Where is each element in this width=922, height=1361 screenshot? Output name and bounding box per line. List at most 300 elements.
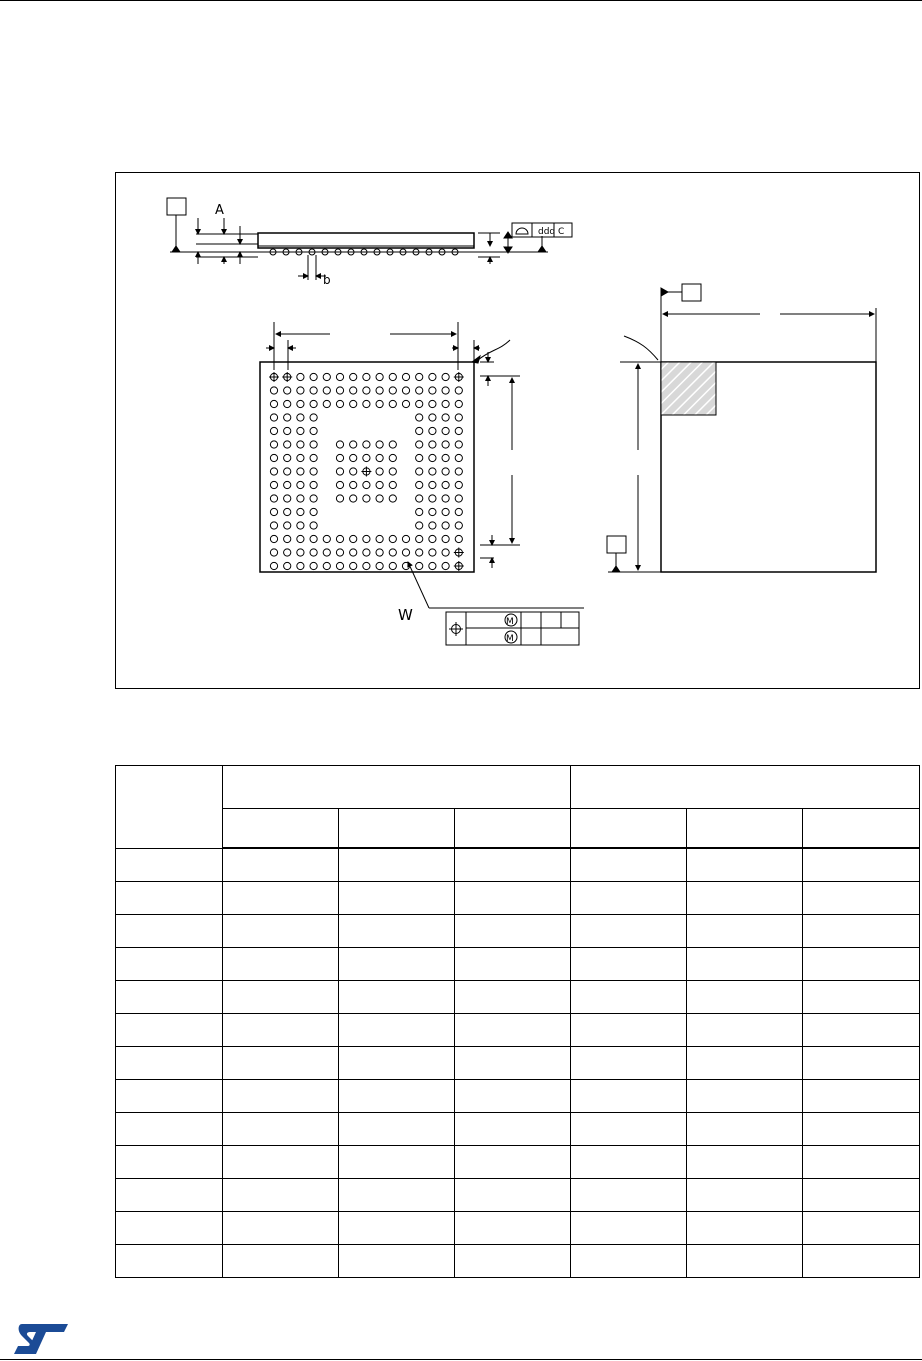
table-cell	[116, 1113, 223, 1146]
solder-ball	[310, 427, 317, 434]
table-cell	[571, 981, 687, 1014]
table-cell	[223, 948, 339, 981]
solder-ball	[389, 562, 396, 569]
solder-ball	[455, 508, 462, 515]
table-cell	[116, 1212, 223, 1245]
subheader-min-in	[571, 809, 687, 849]
mmc-modifier-1: M	[506, 617, 514, 627]
solder-ball	[323, 549, 330, 556]
table-cell	[803, 1245, 920, 1278]
table-cell	[223, 1146, 339, 1179]
table-cell	[223, 1014, 339, 1047]
solder-ball	[270, 387, 277, 394]
solder-ball	[376, 387, 383, 394]
solder-ball	[376, 549, 383, 556]
solder-ball	[376, 400, 383, 407]
solder-ball	[376, 495, 383, 502]
subheader-max-mm	[455, 809, 571, 849]
table-row	[116, 848, 920, 882]
table-cell	[687, 1212, 803, 1245]
solder-ball	[416, 441, 423, 448]
solder-ball	[270, 495, 277, 502]
solder-ball	[429, 454, 436, 461]
solder-ball	[429, 562, 436, 569]
solder-ball	[442, 481, 449, 488]
top-view	[607, 284, 876, 572]
solder-ball	[284, 468, 291, 475]
solder-ball	[442, 562, 449, 569]
table-cell	[116, 882, 223, 915]
solder-ball	[416, 508, 423, 515]
solder-ball	[310, 495, 317, 502]
solder-ball	[376, 562, 383, 569]
solder-ball	[429, 481, 436, 488]
solder-ball	[455, 400, 462, 407]
solder-ball	[310, 549, 317, 556]
table-row	[116, 981, 920, 1014]
solder-ball	[350, 441, 357, 448]
solder-ball	[297, 481, 304, 488]
solder-ball	[310, 441, 317, 448]
solder-ball	[389, 441, 396, 448]
solder-ball	[270, 468, 277, 475]
table-cell	[687, 915, 803, 948]
table-cell	[803, 948, 920, 981]
table-cell	[687, 882, 803, 915]
table-cell	[339, 882, 455, 915]
solder-ball	[416, 400, 423, 407]
solder-ball	[284, 562, 291, 569]
table-cell	[116, 981, 223, 1014]
solder-ball	[389, 481, 396, 488]
solder-ball	[310, 387, 317, 394]
solder-ball	[284, 549, 291, 556]
table-row	[116, 882, 920, 915]
solder-ball	[297, 495, 304, 502]
solder-ball	[336, 495, 343, 502]
solder-ball	[455, 468, 462, 475]
solder-ball	[416, 481, 423, 488]
solder-ball	[416, 373, 423, 380]
dim-label-b: b	[323, 273, 331, 287]
solder-ball	[429, 414, 436, 421]
solder-ball	[297, 373, 304, 380]
solder-ball	[310, 400, 317, 407]
table-cell	[116, 1245, 223, 1278]
solder-ball	[310, 454, 317, 461]
header-millimeters	[223, 766, 571, 809]
table-cell	[339, 1146, 455, 1179]
solder-ball	[442, 495, 449, 502]
solder-ball	[336, 387, 343, 394]
dimension-table	[115, 765, 920, 1278]
solder-ball	[363, 495, 370, 502]
footer-rule	[0, 1359, 922, 1360]
solder-ball	[350, 373, 357, 380]
solder-ball	[455, 441, 462, 448]
solder-ball	[270, 549, 277, 556]
header-inches	[571, 766, 920, 809]
table-row	[116, 915, 920, 948]
solder-ball	[270, 427, 277, 434]
solder-ball	[402, 549, 409, 556]
solder-ball	[297, 414, 304, 421]
solder-ball	[336, 441, 343, 448]
table-cell	[339, 948, 455, 981]
solder-ball	[455, 535, 462, 542]
table-cell	[803, 1080, 920, 1113]
solder-ball	[350, 400, 357, 407]
solder-ball	[310, 522, 317, 529]
table-row	[116, 1212, 920, 1245]
solder-ball	[416, 522, 423, 529]
solder-ball	[336, 454, 343, 461]
solder-ball	[429, 549, 436, 556]
solder-ball	[376, 481, 383, 488]
solder-ball	[363, 481, 370, 488]
table-header-row	[116, 766, 920, 809]
solder-ball	[442, 387, 449, 394]
solder-ball	[455, 495, 462, 502]
table-subheader-row	[116, 809, 920, 849]
solder-ball	[310, 468, 317, 475]
table-cell	[571, 948, 687, 981]
solder-ball	[270, 441, 277, 448]
table-cell	[687, 1047, 803, 1080]
table-cell	[455, 1047, 571, 1080]
solder-ball	[416, 549, 423, 556]
table-cell	[687, 1179, 803, 1212]
table-cell	[223, 1080, 339, 1113]
table-cell	[455, 948, 571, 981]
solder-ball	[284, 522, 291, 529]
side-view	[167, 198, 572, 280]
table-row	[116, 1146, 920, 1179]
solder-ball	[455, 387, 462, 394]
solder-ball	[284, 454, 291, 461]
table-row	[116, 948, 920, 981]
solder-ball	[350, 387, 357, 394]
solder-ball	[297, 522, 304, 529]
mmc-modifier-2: M	[506, 634, 514, 644]
table-cell	[803, 981, 920, 1014]
solder-ball	[297, 468, 304, 475]
solder-ball	[336, 549, 343, 556]
solder-ball	[336, 535, 343, 542]
subheader-min-mm	[223, 809, 339, 849]
tolerance-ddd: ddd	[538, 227, 556, 237]
table-cell	[339, 1245, 455, 1278]
solder-ball	[350, 562, 357, 569]
table-row	[116, 1179, 920, 1212]
solder-ball	[336, 481, 343, 488]
table-cell	[571, 848, 687, 882]
solder-ball	[455, 414, 462, 421]
solder-ball	[376, 441, 383, 448]
table-cell	[455, 915, 571, 948]
table-cell	[803, 1014, 920, 1047]
solder-ball	[323, 387, 330, 394]
table-cell	[687, 1146, 803, 1179]
solder-ball	[297, 549, 304, 556]
solder-ball	[336, 562, 343, 569]
solder-ball	[323, 400, 330, 407]
solder-ball	[442, 441, 449, 448]
table-row	[116, 1047, 920, 1080]
solder-ball	[442, 522, 449, 529]
solder-ball	[363, 373, 370, 380]
subheader-typ-mm	[339, 809, 455, 849]
table-cell	[455, 1146, 571, 1179]
solder-ball	[402, 373, 409, 380]
table-cell	[571, 1014, 687, 1047]
table-cell	[455, 1080, 571, 1113]
solder-ball	[455, 522, 462, 529]
table-cell	[116, 848, 223, 882]
solder-ball	[389, 387, 396, 394]
table-cell	[339, 848, 455, 882]
table-cell	[803, 882, 920, 915]
solder-ball	[429, 400, 436, 407]
table-cell	[803, 1212, 920, 1245]
table-row	[116, 1113, 920, 1146]
solder-ball	[350, 495, 357, 502]
table-cell	[223, 981, 339, 1014]
solder-ball	[389, 495, 396, 502]
table-cell	[687, 1113, 803, 1146]
table-cell	[223, 1245, 339, 1278]
ball-array	[269, 372, 464, 571]
table-cell	[116, 948, 223, 981]
solder-ball	[310, 481, 317, 488]
table-cell	[571, 1113, 687, 1146]
solder-ball	[429, 427, 436, 434]
solder-ball	[284, 535, 291, 542]
solder-ball	[336, 468, 343, 475]
table-cell	[116, 1080, 223, 1113]
table-body	[116, 848, 920, 1278]
header-symbol	[116, 766, 223, 849]
table-cell	[687, 848, 803, 882]
table-cell	[223, 915, 339, 948]
solder-ball	[376, 454, 383, 461]
tolerance-datum-c: C	[558, 227, 565, 237]
table-cell	[339, 1113, 455, 1146]
table-cell	[339, 1080, 455, 1113]
solder-ball	[284, 427, 291, 434]
solder-ball	[389, 400, 396, 407]
solder-ball	[310, 535, 317, 542]
table-cell	[571, 915, 687, 948]
solder-ball	[284, 414, 291, 421]
solder-ball	[442, 454, 449, 461]
solder-ball	[350, 535, 357, 542]
solder-ball	[350, 468, 357, 475]
solder-ball	[284, 441, 291, 448]
solder-ball	[297, 387, 304, 394]
table-cell	[803, 848, 920, 882]
solder-ball	[297, 508, 304, 515]
solder-ball	[270, 400, 277, 407]
solder-ball	[389, 454, 396, 461]
solder-ball	[297, 562, 304, 569]
solder-ball	[363, 535, 370, 542]
solder-ball	[389, 373, 396, 380]
solder-ball	[284, 495, 291, 502]
solder-ball	[363, 400, 370, 407]
table-cell	[116, 1014, 223, 1047]
solder-ball	[429, 387, 436, 394]
solder-ball	[270, 508, 277, 515]
table-cell	[687, 948, 803, 981]
solder-ball	[429, 468, 436, 475]
solder-ball	[270, 481, 277, 488]
solder-ball	[416, 414, 423, 421]
subheader-typ-in	[687, 809, 803, 849]
solder-ball	[416, 468, 423, 475]
solder-ball	[336, 373, 343, 380]
table-cell	[455, 1179, 571, 1212]
datum-box-top	[682, 284, 701, 301]
solder-ball	[270, 535, 277, 542]
solder-ball	[442, 535, 449, 542]
table-cell	[455, 981, 571, 1014]
solder-ball	[270, 454, 277, 461]
table-cell	[455, 1212, 571, 1245]
table-cell	[339, 1014, 455, 1047]
table-cell	[803, 1179, 920, 1212]
solder-ball	[350, 549, 357, 556]
solder-ball	[389, 535, 396, 542]
solder-ball	[336, 400, 343, 407]
solder-ball	[416, 495, 423, 502]
table-cell	[687, 1014, 803, 1047]
table-cell	[455, 882, 571, 915]
solder-ball	[402, 535, 409, 542]
table-cell	[116, 1179, 223, 1212]
solder-ball	[270, 414, 277, 421]
table-row	[116, 1080, 920, 1113]
solder-ball	[284, 481, 291, 488]
table-cell	[803, 1146, 920, 1179]
solder-ball	[363, 441, 370, 448]
table-cell	[339, 1179, 455, 1212]
solder-ball	[416, 454, 423, 461]
table-cell	[455, 1245, 571, 1278]
pin1-index-area	[661, 362, 716, 415]
table-cell	[339, 1212, 455, 1245]
dim-label-a: A	[215, 203, 224, 218]
st-logo-icon	[12, 1322, 70, 1356]
solder-ball	[455, 427, 462, 434]
table-cell	[803, 1047, 920, 1080]
solder-ball	[363, 549, 370, 556]
solder-ball	[416, 562, 423, 569]
table-cell	[687, 981, 803, 1014]
solder-ball	[363, 562, 370, 569]
solder-ball	[376, 535, 383, 542]
bottom-view	[260, 322, 584, 645]
table-cell	[339, 981, 455, 1014]
table-cell	[223, 882, 339, 915]
table-cell	[687, 1245, 803, 1278]
solder-ball	[376, 373, 383, 380]
table-cell	[687, 1080, 803, 1113]
table-cell	[571, 1179, 687, 1212]
solder-ball	[389, 549, 396, 556]
table-cell	[223, 848, 339, 882]
solder-ball	[402, 400, 409, 407]
solder-ball	[323, 373, 330, 380]
solder-ball	[270, 562, 277, 569]
table-cell	[339, 915, 455, 948]
solder-ball	[429, 373, 436, 380]
solder-ball	[310, 508, 317, 515]
solder-ball	[442, 427, 449, 434]
solder-ball	[429, 508, 436, 515]
solder-ball	[284, 387, 291, 394]
solder-ball	[350, 481, 357, 488]
table-cell	[571, 1047, 687, 1080]
table-cell	[116, 1047, 223, 1080]
solder-ball	[284, 508, 291, 515]
solder-ball	[455, 481, 462, 488]
table-cell	[571, 1212, 687, 1245]
solder-ball	[284, 400, 291, 407]
table-cell	[223, 1212, 339, 1245]
solder-ball	[402, 387, 409, 394]
solder-ball	[297, 427, 304, 434]
table-cell	[116, 915, 223, 948]
solder-ball	[350, 454, 357, 461]
table-cell	[223, 1047, 339, 1080]
solder-ball	[310, 414, 317, 421]
solder-ball	[297, 454, 304, 461]
solder-ball	[442, 373, 449, 380]
table-cell	[223, 1113, 339, 1146]
table-cell	[116, 1146, 223, 1179]
solder-ball	[297, 535, 304, 542]
solder-ball	[416, 427, 423, 434]
label-w: W	[398, 606, 413, 624]
solder-ball	[429, 495, 436, 502]
table-cell	[571, 1245, 687, 1278]
solder-ball	[442, 414, 449, 421]
solder-ball	[297, 400, 304, 407]
datum-box-left	[607, 536, 626, 553]
solder-ball	[297, 441, 304, 448]
solder-ball	[376, 468, 383, 475]
table-cell	[455, 848, 571, 882]
solder-ball	[429, 441, 436, 448]
solder-ball	[455, 454, 462, 461]
solder-ball	[442, 549, 449, 556]
solder-ball	[270, 522, 277, 529]
solder-ball	[442, 508, 449, 515]
table-cell	[455, 1014, 571, 1047]
table-cell	[223, 1179, 339, 1212]
solder-ball	[323, 535, 330, 542]
table-cell	[571, 1146, 687, 1179]
table-row	[116, 1014, 920, 1047]
table-cell	[455, 1113, 571, 1146]
datum-box-side	[167, 198, 186, 215]
solder-ball	[323, 562, 330, 569]
table-cell	[803, 915, 920, 948]
solder-ball	[429, 522, 436, 529]
solder-ball	[363, 387, 370, 394]
table-cell	[571, 1080, 687, 1113]
